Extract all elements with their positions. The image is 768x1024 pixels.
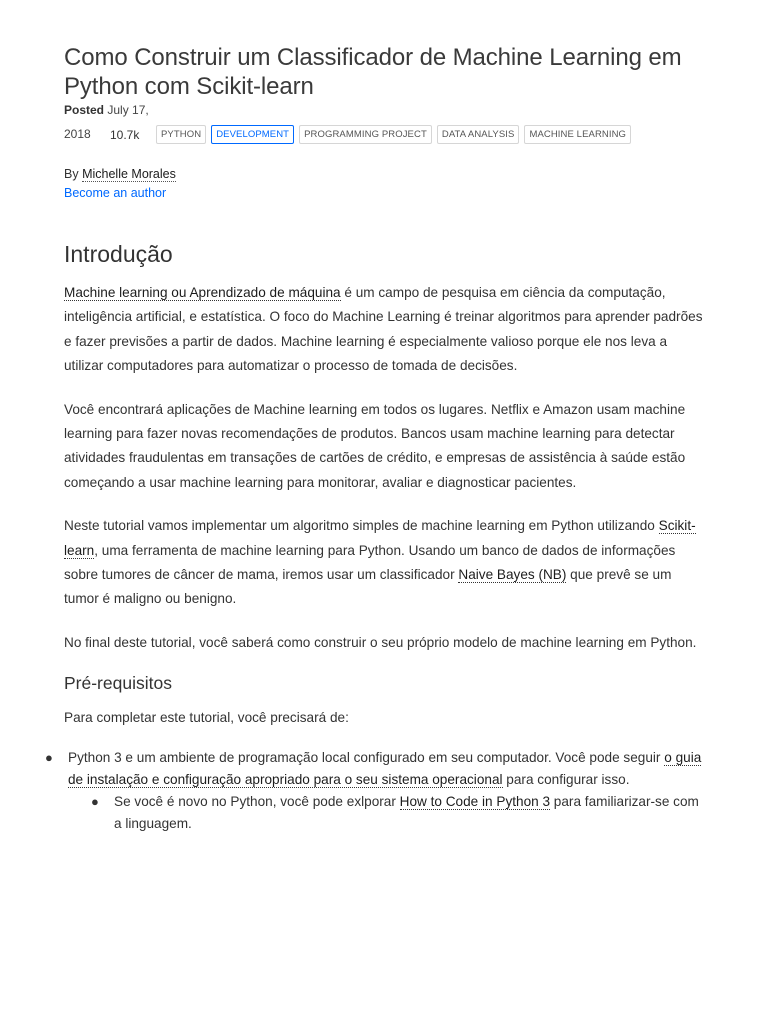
how-to-code-python-link[interactable]: How to Code in Python 3 <box>399 794 551 810</box>
tag-machine-learning[interactable]: MACHINE LEARNING <box>524 125 631 144</box>
tag-data-analysis[interactable]: DATA ANALYSIS <box>437 125 520 144</box>
posted-year: 2018 <box>64 127 91 141</box>
become-author-link[interactable]: Become an author <box>64 186 167 200</box>
view-count: 10.7k <box>110 128 140 142</box>
tag-programming-project[interactable]: PROGRAMMING PROJECT <box>299 125 432 144</box>
tag-python[interactable]: PYTHON <box>156 125 206 144</box>
prereq-lead: Para completar este tutorial, você precisará de: <box>64 710 349 726</box>
intro-paragraph-3: Neste tutorial vamos implementar um algoritmo simples de machine learning em Python utilizando Scikit-learn, uma ferramenta de machine learning para Python. Usando um banco de dados de informações sobre tumores de câncer de mama, iremos usar um classificador Naive Bayes (NB) que prevê se um tumor é maligno ou benigno. <box>64 518 696 607</box>
author-block <box>64 165 706 203</box>
article-meta <box>64 101 706 157</box>
bullet-icon: ● <box>91 794 99 810</box>
prereq-list <box>45 747 706 835</box>
prereq-sublist <box>68 791 706 835</box>
by-label: By <box>64 167 79 181</box>
tag-development[interactable]: DEVELOPMENT <box>211 125 294 144</box>
article-title: Como Construir um Classificador de Machine Learning em Python com Scikit-learn <box>64 44 682 100</box>
posted-date: Posted July 17, <box>64 103 149 117</box>
bullet-icon: ● <box>45 750 53 766</box>
list-item: ● Se você é novo no Python, você pode exlporar How to Code in Python 3 para familiarizar-se com a linguagem. <box>110 791 706 835</box>
author-link[interactable]: Michelle Morales <box>82 167 176 181</box>
intro-paragraph-4: No final deste tutorial, você saberá como construir o seu próprio modelo de machine learning em Python. <box>64 634 697 650</box>
install-guide-link[interactable]: o guia de instalação e configuração apropriado para o seu sistema operacional <box>68 750 702 788</box>
machine-learning-link[interactable]: Machine learning ou Aprendizado de máquina <box>64 285 341 300</box>
section-heading-intro: Introdução <box>64 241 173 267</box>
naive-bayes-link[interactable]: Naive Bayes (NB) <box>458 567 567 583</box>
tag-list <box>156 125 631 144</box>
section-heading-prereq: Pré-requisitos <box>64 673 172 694</box>
intro-paragraph-1: Machine learning ou Aprendizado de máquina é um campo de pesquisa em ciência da computação, inteligência artificial, e estatística. O foco do Machine Learning é treinar algoritmos para aprender padrões e fazer previsões a partir de dados. Machine learning é especialmente valioso porque ele nos leva a utilizar computadores para automatizar o processo de tomada de decisões. <box>64 285 703 374</box>
scikit-learn-link[interactable]: Scikit-learn <box>64 518 696 558</box>
list-item: ● Python 3 e um ambiente de programação local configurado em seu computador. Você pode seguir o guia de instalação e configuração apropriado para o seu sistema operacional para configurar isso. ● Se você é novo no Python, você pode exlporar How to Code in Python 3 para familiarizar-se com a linguagem. <box>64 747 706 835</box>
intro-paragraph-2: Você encontrará aplicações de Machine learning em todos os lugares. Netflix e Amazon usam machine learning para fazer novas recomendações de produtos. Bancos usam machine learning para detectar atividades fraudulentas em transações de cartões de crédito, e empresas de assistência à saúde estão começando a usar machine learning para monitorar, avaliar e diagnosticar pacientes. <box>64 401 686 490</box>
